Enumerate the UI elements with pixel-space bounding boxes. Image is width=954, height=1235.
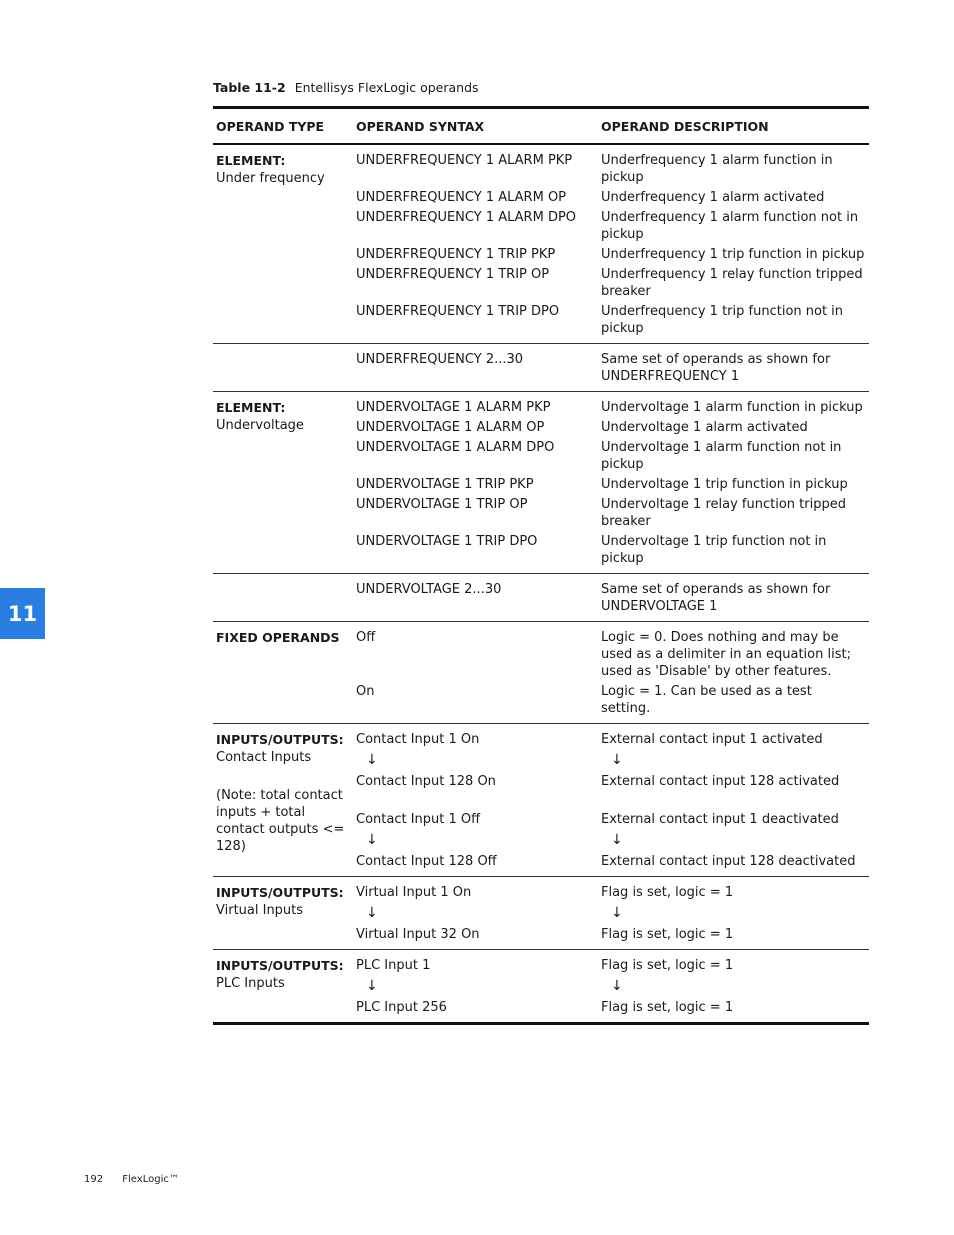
arrow-down-icon: ↓ xyxy=(611,978,623,994)
footer-product-name: FlexLogic™ xyxy=(122,1174,179,1185)
operand-syntax: UNDERFREQUENCY 1 TRIP PKP xyxy=(356,247,556,262)
operand-syntax: Contact Input 1 On xyxy=(356,732,480,747)
type-title: ELEMENT: xyxy=(216,153,286,168)
table-row xyxy=(356,629,865,680)
operand-syntax: UNDERVOLTAGE 1 ALARM OP xyxy=(356,420,545,435)
table-row xyxy=(356,476,865,493)
operand-syntax: UNDERVOLTAGE 1 ALARM DPO xyxy=(356,440,555,455)
operand-description: Same set of operands as shown for UNDERVOLTAGE 1 xyxy=(601,582,831,614)
table-row xyxy=(356,581,865,615)
section-fixed-operands xyxy=(213,621,869,723)
table-row xyxy=(356,926,865,943)
operand-description: Underfrequency 1 trip function in pickup xyxy=(601,247,865,262)
operand-description: Underfrequency 1 trip function not in pickup xyxy=(601,304,844,336)
section-underfrequency xyxy=(213,145,869,343)
type-note: (Note: total contact inputs + total contact outputs <= 128) xyxy=(216,788,345,854)
operand-description: Flag is set, logic = 1 xyxy=(601,885,734,900)
operand-syntax: UNDERFREQUENCY 1 ALARM OP xyxy=(356,190,567,205)
table-row xyxy=(356,266,865,300)
operand-syntax: UNDERVOLTAGE 1 TRIP PKP xyxy=(356,477,534,492)
section-undervoltage-range xyxy=(213,573,869,621)
type-subtitle: Contact Inputs xyxy=(216,750,312,765)
header-operand-syntax: OPERAND SYNTAX xyxy=(356,118,485,134)
arrow-down-icon: ↓ xyxy=(366,752,378,768)
section-contact-inputs xyxy=(213,723,869,876)
range-arrow-row xyxy=(356,977,865,996)
type-subtitle: Undervoltage xyxy=(216,418,304,433)
arrow-down-icon: ↓ xyxy=(611,905,623,921)
operand-syntax: Off xyxy=(356,630,376,645)
table-row xyxy=(356,811,865,828)
table-row xyxy=(356,731,865,748)
table-row xyxy=(356,853,865,870)
operand-description: Undervoltage 1 alarm function not in pickup xyxy=(601,440,842,472)
operand-description: Undervoltage 1 trip function not in pickup xyxy=(601,534,827,566)
section-virtual-inputs xyxy=(213,876,869,949)
operand-syntax: On xyxy=(356,684,375,699)
operand-syntax: UNDERFREQUENCY 1 ALARM DPO xyxy=(356,210,577,225)
type-subtitle: PLC Inputs xyxy=(216,976,285,991)
table-row xyxy=(356,496,865,530)
table-row xyxy=(356,773,865,790)
arrow-down-icon: ↓ xyxy=(611,832,623,848)
header-operand-type: OPERAND TYPE xyxy=(216,118,325,134)
operand-description: Underfrequency 1 alarm function not in pickup xyxy=(601,210,859,242)
operand-syntax: UNDERVOLTAGE 1 TRIP OP xyxy=(356,497,528,512)
arrow-down-icon: ↓ xyxy=(611,752,623,768)
table-row xyxy=(356,399,865,416)
range-arrow-row xyxy=(356,904,865,923)
table-row xyxy=(356,189,865,206)
type-title: INPUTS/OUTPUTS: xyxy=(216,958,344,973)
type-subtitle: Virtual Inputs xyxy=(216,903,304,918)
type-title: INPUTS/OUTPUTS: xyxy=(216,885,344,900)
type-title: FIXED OPERANDS xyxy=(216,630,340,645)
operand-syntax: UNDERVOLTAGE 1 ALARM PKP xyxy=(356,400,551,415)
operand-description: Flag is set, logic = 1 xyxy=(601,1000,734,1015)
operand-description: Undervoltage 1 alarm function in pickup xyxy=(601,400,863,415)
table-row xyxy=(356,439,865,473)
range-arrow-row xyxy=(356,751,865,770)
operand-syntax: Contact Input 128 Off xyxy=(356,854,497,869)
operand-syntax: PLC Input 256 xyxy=(356,1000,447,1015)
operand-description: Undervoltage 1 alarm activated xyxy=(601,420,808,435)
table-row xyxy=(356,209,865,243)
operand-description: Flag is set, logic = 1 xyxy=(601,927,734,942)
operands-table xyxy=(213,106,869,1025)
operand-syntax: UNDERFREQUENCY 1 TRIP OP xyxy=(356,267,550,282)
section-underfrequency-range xyxy=(213,343,869,391)
operand-syntax: UNDERFREQUENCY 1 ALARM PKP xyxy=(356,153,573,168)
operand-description: External contact input 128 deactivated xyxy=(601,854,856,869)
caption-number: Table 11-2 xyxy=(213,80,286,95)
table-row xyxy=(356,533,865,567)
table-row xyxy=(356,957,865,974)
page-number: 192 xyxy=(84,1174,104,1185)
operand-description: Undervoltage 1 trip function in pickup xyxy=(601,477,848,492)
header-operand-description: OPERAND DESCRIPTION xyxy=(601,118,769,134)
table-row xyxy=(356,152,865,186)
operand-description: External contact input 128 activated xyxy=(601,774,840,789)
operand-syntax: PLC Input 1 xyxy=(356,958,431,973)
caption-title: Entellisys FlexLogic operands xyxy=(294,80,479,95)
operand-description: Underfrequency 1 alarm function in pickup xyxy=(601,153,833,185)
operand-description: Logic = 0. Does nothing and may be used as a delimiter in an equation list; used as 'Disable' by other features. xyxy=(601,630,851,679)
type-subtitle: Under frequency xyxy=(216,171,325,186)
table-row xyxy=(356,351,865,385)
chapter-tab: 11 xyxy=(0,588,45,639)
operand-description: Underfrequency 1 alarm activated xyxy=(601,190,825,205)
table-caption xyxy=(213,80,479,96)
table-row xyxy=(356,246,865,263)
operand-syntax: Virtual Input 1 On xyxy=(356,885,472,900)
operand-description: External contact input 1 activated xyxy=(601,732,823,747)
arrow-down-icon: ↓ xyxy=(366,905,378,921)
table-row xyxy=(356,999,865,1016)
table-row xyxy=(356,683,865,717)
range-arrow-row xyxy=(356,831,865,850)
operand-syntax: Contact Input 128 On xyxy=(356,774,496,789)
operand-description: Undervoltage 1 relay function tripped breaker xyxy=(601,497,846,529)
section-undervoltage xyxy=(213,391,869,573)
operand-syntax: UNDERFREQUENCY 2...30 xyxy=(356,352,524,367)
type-title: INPUTS/OUTPUTS: xyxy=(216,732,344,747)
operand-syntax: Contact Input 1 Off xyxy=(356,812,481,827)
operand-syntax: UNDERVOLTAGE 2...30 xyxy=(356,582,502,597)
operand-description: Logic = 1. Can be used as a test setting. xyxy=(601,684,812,716)
section-plc-inputs xyxy=(213,949,869,1022)
page-footer xyxy=(84,1174,179,1185)
table-row xyxy=(356,419,865,436)
arrow-down-icon: ↓ xyxy=(366,978,378,994)
table-row xyxy=(356,303,865,337)
operand-description: Underfrequency 1 relay function tripped breaker xyxy=(601,267,863,299)
table-header xyxy=(213,109,869,145)
table-row xyxy=(356,884,865,901)
operand-description: External contact input 1 deactivated xyxy=(601,812,839,827)
operand-syntax: UNDERFREQUENCY 1 TRIP DPO xyxy=(356,304,560,319)
type-title: ELEMENT: xyxy=(216,400,286,415)
operand-syntax: Virtual Input 32 On xyxy=(356,927,480,942)
arrow-down-icon: ↓ xyxy=(366,832,378,848)
operand-syntax: UNDERVOLTAGE 1 TRIP DPO xyxy=(356,534,538,549)
operand-description: Flag is set, logic = 1 xyxy=(601,958,734,973)
operand-description: Same set of operands as shown for UNDERFREQUENCY 1 xyxy=(601,352,831,384)
